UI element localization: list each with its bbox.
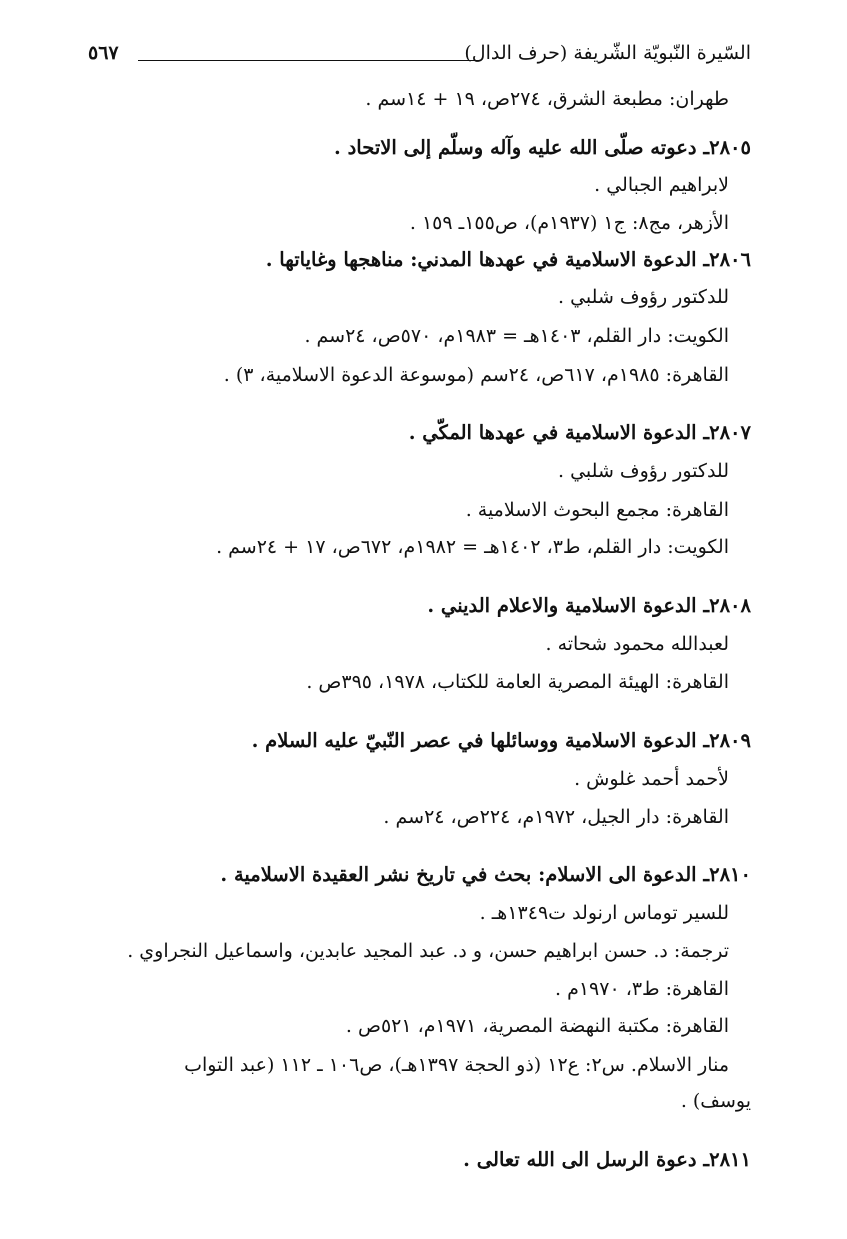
entry-2810-imprint-1: القاهرة: ط٣، ١٩٧٠م .: [554, 978, 729, 1000]
entry-2805-title: ٢٨٠٥ـ دعوته صلّى الله عليه وآله وسلّم إلى الاتحاد .: [334, 136, 751, 159]
entry-2810-title: ٢٨١٠ـ الدعوة الى الاسلام: بحث في تاريخ نشر العقيدة الاسلامية .: [220, 863, 751, 886]
entry-2807-title: ٢٨٠٧ـ الدعوة الاسلامية في عهدها المكّي .: [408, 421, 751, 444]
page-header: [88, 38, 751, 78]
entry-2810-translators: ترجمة: د. حسن ابراهيم حسن، و د. عبد المجيد عابدين، واسماعيل النجراوي .: [127, 940, 729, 962]
entry-2806-imprint-2: القاهرة: ١٩٨٥م، ٦١٧ص، ٢٤سم (موسوعة الدعوة الاسلامية، ٣) .: [223, 364, 729, 386]
entry-2810-source-cont: يوسف) .: [680, 1090, 751, 1112]
entry-2808-imprint: القاهرة: الهيئة المصرية العامة للكتاب، ١٩٧٨، ٣٩٥ص .: [306, 671, 729, 693]
entry-2808-title: ٢٨٠٨ـ الدعوة الاسلامية والاعلام الديني .: [427, 594, 751, 617]
entry-2806-imprint-1: الكويت: دار القلم، ١٤٠٣هـ = ١٩٨٣م، ٥٧٠ص، ٢٤سم .: [304, 325, 729, 347]
entry-2809-imprint: القاهرة: دار الجيل، ١٩٧٢م، ٢٢٤ص، ٢٤سم .: [383, 806, 729, 828]
entry-2809-author: لأحمد أحمد غلوش .: [574, 768, 729, 790]
entry-2807-imprint-2: الكويت: دار القلم، ط٣، ١٤٠٢هـ = ١٩٨٢م، ٦٧٢ص، ١٧ + ٢٤سم .: [216, 536, 729, 558]
entry-2807-author: للدكتور رؤوف شلبي .: [558, 460, 729, 482]
entry-2807-imprint-1: القاهرة: مجمع البحوث الاسلامية .: [465, 499, 729, 521]
entry-2805-author: لابراهيم الجبالي .: [594, 174, 729, 196]
entry-2810-imprint-2: القاهرة: مكتبة النهضة المصرية، ١٩٧١م، ٥٢١ص .: [345, 1015, 729, 1037]
running-title: السّيرة النّبويّة الشّريفة (حرف الدال): [464, 42, 751, 64]
entry-2805-source: الأزهر، مج٨: ج١ (١٩٣٧م)، ص١٥٥ـ ١٥٩ .: [409, 212, 729, 234]
header-rule: [138, 60, 481, 61]
entry-2804-imprint: طهران: مطبعة الشرق، ٢٧٤ص، ١٩ + ١٤سم .: [365, 88, 729, 110]
entry-2810-author: للسير توماس ارنولد ت١٣٤٩هـ .: [479, 902, 729, 924]
entry-2808-author: لعبدالله محمود شحاته .: [545, 633, 729, 655]
entry-2806-author: للدكتور رؤوف شلبي .: [558, 286, 729, 308]
entry-2810-source: منار الاسلام. س٢: ع١٢ (ذو الحجة ١٣٩٧هـ)، ص١٠٦ ـ ١١٢ (عبد التواب: [184, 1054, 729, 1076]
entry-2809-title: ٢٨٠٩ـ الدعوة الاسلامية ووسائلها في عصر النّبيّ عليه السلام .: [251, 729, 751, 752]
entry-2811-title: ٢٨١١ـ دعوة الرسل الى الله تعالى .: [463, 1148, 751, 1171]
entry-2806-title: ٢٨٠٦ـ الدعوة الاسلامية في عهدها المدني: مناهجها وغاياتها .: [265, 248, 751, 271]
page-number: ٥٦٧: [88, 42, 119, 64]
